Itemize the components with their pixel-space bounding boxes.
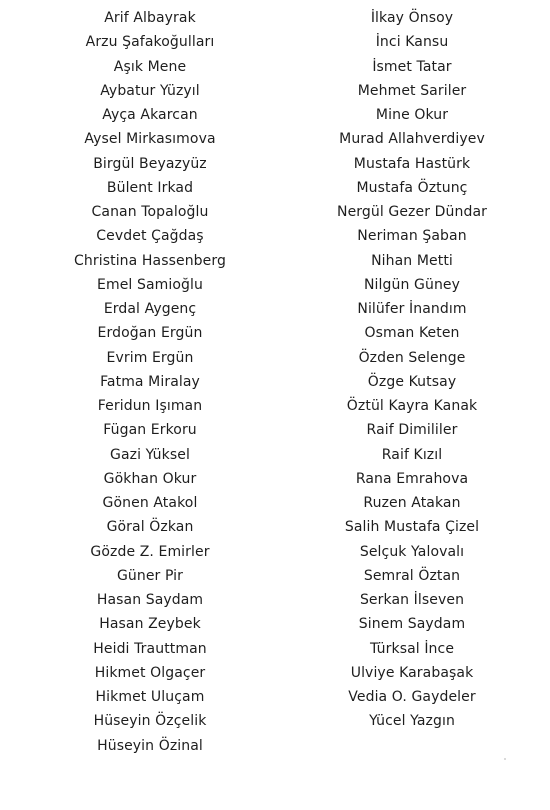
- list-item: Göral Özkan: [106, 519, 194, 536]
- list-item: Ulviye Karabaşak: [350, 664, 474, 681]
- list-item: İsmet Tatar: [372, 58, 452, 75]
- list-item: Aybatur Yüzyıl: [100, 82, 200, 99]
- list-item: Güner Pir: [116, 567, 184, 584]
- list-item: Mustafa Öztunç: [356, 179, 468, 196]
- list-item: Salih Mustafa Çizel: [344, 519, 480, 536]
- list-item: Erdal Aygenç: [103, 301, 197, 317]
- list-item: Hikmet Olgaçer: [94, 664, 206, 681]
- list-item: Hüseyin Özinal: [97, 737, 203, 754]
- list-item: Aysel Mirkasımova: [84, 131, 216, 148]
- list-item: İlkay Önsoy: [370, 10, 454, 26]
- name-column-left: [20, 6, 280, 758]
- list-item: Emel Samioğlu: [97, 276, 203, 293]
- list-item: Mehmet Sariler: [357, 82, 467, 99]
- list-item: Gökhan Okur: [103, 470, 197, 487]
- list-item: Mustafa Hastürk: [353, 155, 471, 172]
- list-item: Mine Okur: [375, 107, 449, 123]
- list-item: Gazi Yüksel: [110, 446, 190, 463]
- list-item: Murad Allahverdiyev: [339, 131, 485, 148]
- list-item: Yücel Yazgın: [369, 713, 455, 730]
- list-item: Hasan Zeybek: [99, 616, 201, 633]
- list-item: Ayça Akarcan: [102, 107, 198, 123]
- list-item: Gönen Atakol: [102, 495, 198, 511]
- list-item: Birgül Beyazyüz: [93, 155, 207, 172]
- list-item: Sinem Saydam: [358, 616, 466, 633]
- list-item: Raif Dimililer: [366, 422, 458, 439]
- list-item: Bülent Irkad: [106, 179, 194, 196]
- list-item: Hasan Saydam: [96, 592, 204, 608]
- list-item: Heidi Trauttman: [93, 640, 207, 657]
- list-item: Erdoğan Ergün: [97, 325, 203, 342]
- list-item: Evrim Ergün: [106, 349, 194, 366]
- list-item: Cevdet Çağdaş: [96, 228, 204, 245]
- list-item: Türksal İnce: [369, 640, 455, 657]
- list-item: Feridun Işıman: [97, 398, 203, 414]
- list-item: Neriman Şaban: [357, 228, 467, 245]
- list-item: Christina Hassenberg: [74, 252, 226, 269]
- list-item: Fatma Miralay: [100, 373, 200, 390]
- name-column-right: [300, 6, 524, 734]
- list-item: Ruzen Atakan: [363, 495, 461, 511]
- page-speck: [504, 758, 506, 760]
- list-item: Arzu Şafakoğulları: [85, 34, 215, 51]
- list-item: Nilgün Güney: [363, 276, 461, 293]
- list-item: Nilüfer İnandım: [357, 301, 467, 317]
- list-item: Raif Kızıl: [381, 446, 443, 463]
- list-item: Arif Albayrak: [104, 10, 196, 26]
- list-item: Nihan Metti: [371, 252, 453, 269]
- list-item: Rana Emrahova: [355, 470, 469, 487]
- list-item: Özden Selenge: [358, 349, 466, 366]
- list-item: Canan Topaloğlu: [91, 204, 209, 220]
- list-item: Selçuk Yalovalı: [359, 543, 465, 560]
- list-item: Osman Keten: [364, 325, 460, 342]
- list-item: Nergül Gezer Dündar: [337, 204, 487, 220]
- list-item: Aşık Mene: [113, 58, 187, 75]
- list-item: İnci Kansu: [375, 34, 449, 51]
- list-item: Vedia O. Gaydeler: [348, 689, 476, 705]
- list-item: Öztül Kayra Kanak: [346, 398, 478, 414]
- list-item: Hikmet Uluçam: [95, 689, 205, 705]
- list-item: Semral Öztan: [363, 567, 461, 584]
- list-item: Özge Kutsay: [367, 373, 457, 390]
- list-item: Fügan Erkoru: [103, 422, 197, 439]
- list-item: Hüseyin Özçelik: [93, 713, 207, 730]
- list-item: Gözde Z. Emirler: [90, 543, 210, 560]
- list-item: Serkan İlseven: [359, 592, 465, 608]
